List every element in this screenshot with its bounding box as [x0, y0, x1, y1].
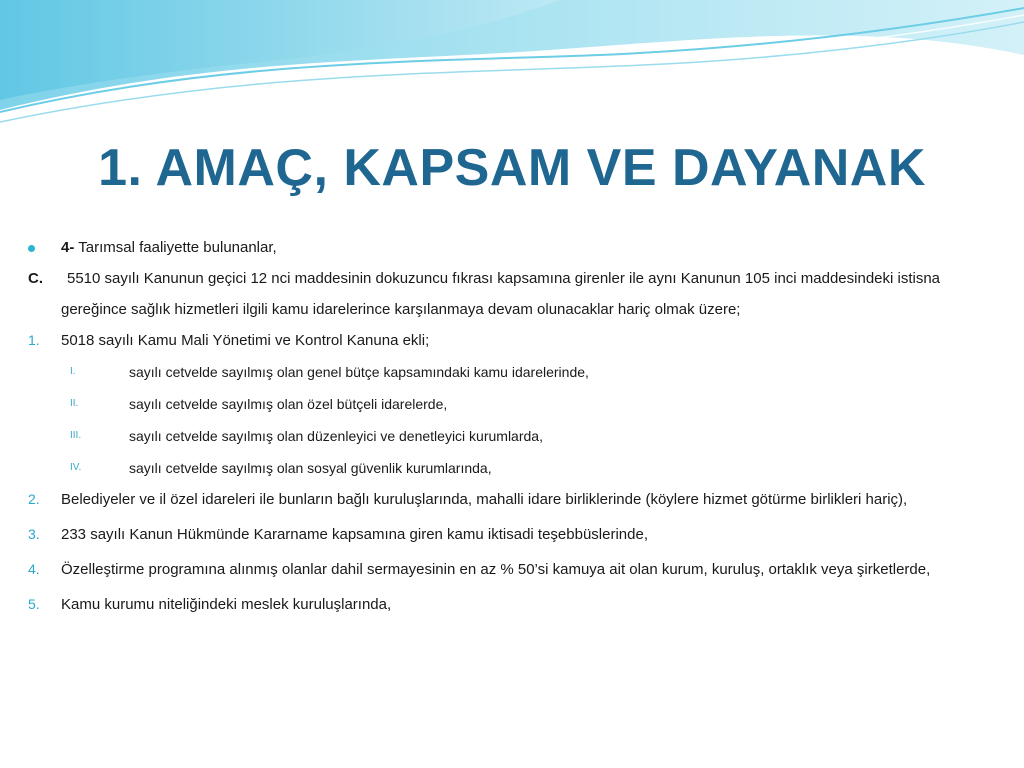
sublist-marker: I. — [70, 366, 76, 377]
list-item-4 — [28, 232, 988, 263]
list-item-3 — [28, 519, 988, 550]
list-item-text: Özelleştirme programına alınmış olanlar dahil sermayesinin en az % 50’si kamuya ait olan kurum, kuruluş, ortaklık veya şirketlerde, — [61, 561, 931, 578]
sublist-marker: III. — [70, 430, 82, 441]
sublist-item-text: sayılı cetvelde sayılmış olan özel bütçeli idarelerde, — [129, 396, 448, 412]
list-item-1 — [28, 325, 988, 356]
item-4-text: Tarımsal faaliyette bulunanlar, — [78, 239, 277, 256]
sublist-marker: II. — [70, 398, 79, 409]
sublist-item-2 — [28, 388, 988, 420]
list-marker: 4. — [28, 561, 40, 577]
item-c-text: 5510 sayılı Kanunun geçici 12 nci maddesinin dokuzuncu fıkrası kapsamına girenler ile aynı Kanunun 105 inci maddesindeki istisna gereğince sağlık hizmetleri ilgili kamu idarelerince karşılanmaya devam olunacaklar hariç olmak üzere; — [61, 270, 941, 318]
item-4-label: 4- — [61, 239, 75, 256]
header-wave-decoration — [0, 0, 1024, 130]
list-item-text: 233 sayılı Kanun Hükmünde Kararname kapsamına giren kamu iktisadi teşebbüslerinde, — [61, 526, 648, 543]
list-marker: 3. — [28, 526, 40, 542]
slide-title: 1. AMAÇ, KAPSAM VE DAYANAK — [98, 139, 926, 197]
sublist-item-text: sayılı cetvelde sayılmış olan genel bütçe kapsamındaki kamu idarelerinde, — [129, 364, 589, 380]
sublist-item-3 — [28, 420, 988, 452]
sublist-item-text: sayılı cetvelde sayılmış olan sosyal güvenlik kurumlarında, — [129, 460, 492, 476]
item-c-marker: C. — [28, 270, 43, 287]
list-marker: 2. — [28, 491, 40, 507]
sublist-item-1 — [28, 356, 988, 388]
slide-content — [28, 232, 988, 620]
list-item-5 — [28, 589, 988, 620]
sublist-marker: IV. — [70, 462, 82, 473]
list-item-text: 5018 sayılı Kamu Mali Yönetimi ve Kontrol Kanuna ekli; — [61, 332, 430, 349]
list-marker: 5. — [28, 596, 40, 612]
list-item-c — [28, 263, 988, 325]
list-item-2 — [28, 484, 988, 515]
sublist-item-4 — [28, 452, 988, 484]
list-item-4-numbered — [28, 554, 988, 585]
sublist-item-text: sayılı cetvelde sayılmış olan düzenleyici ve denetleyici kurumlarda, — [129, 428, 543, 444]
list-marker: 1. — [28, 332, 40, 348]
list-item-text: Kamu kurumu niteliğindeki meslek kuruluşlarında, — [61, 596, 392, 613]
list-item-text: Belediyeler ve il özel idareleri ile bunların bağlı kuruluşlarında, mahalli idare birliklerinde (köylere hizmet götürme birlikleri hariç), — [61, 491, 908, 508]
bullet-dot-icon — [28, 232, 35, 263]
